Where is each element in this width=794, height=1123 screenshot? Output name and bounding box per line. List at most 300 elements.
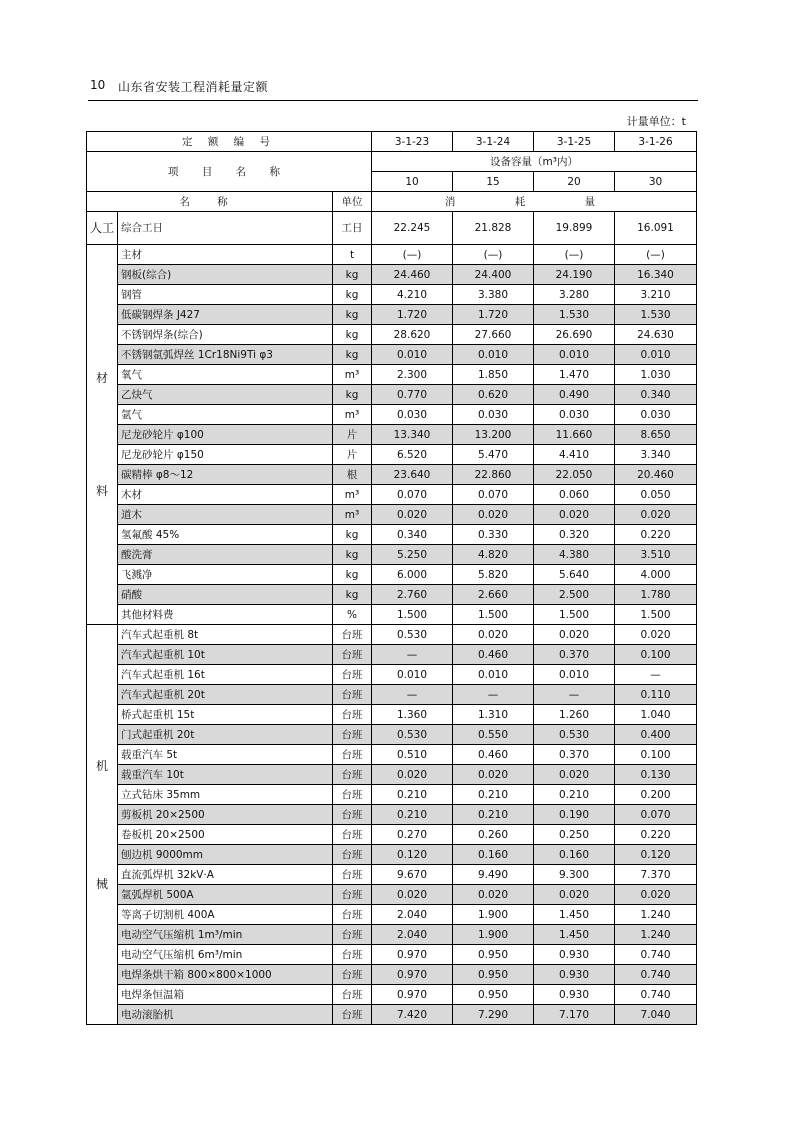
- consumption-value: 0.370: [534, 745, 615, 765]
- resource-name: 电动空气压缩机 1m³/min: [118, 925, 333, 945]
- resource-unit: 台班: [333, 665, 372, 685]
- resource-name: 载重汽车 10t: [118, 765, 333, 785]
- consumption-value: 5.640: [534, 565, 615, 585]
- consumption-value: 0.740: [615, 985, 697, 1005]
- resource-unit: kg: [333, 525, 372, 545]
- resource-unit: kg: [333, 305, 372, 325]
- consumption-value: 0.740: [615, 945, 697, 965]
- materials-row: [87, 525, 697, 545]
- resource-name: 飞溅净: [118, 565, 333, 585]
- consumption-value: 1.720: [372, 305, 453, 325]
- consumption-value: 0.950: [453, 965, 534, 985]
- consumption-value: 24.630: [615, 325, 697, 345]
- resource-unit: 台班: [333, 985, 372, 1005]
- consumption-value: 0.930: [534, 945, 615, 965]
- consumption-value: 7.040: [615, 1005, 697, 1025]
- materials-row: [87, 285, 697, 305]
- consumption-value: 0.020: [453, 505, 534, 525]
- quota-code-row: [87, 132, 697, 152]
- resource-unit: 台班: [333, 825, 372, 845]
- consumption-value: 1.780: [615, 585, 697, 605]
- consumption-value: 0.210: [453, 785, 534, 805]
- consumption-value: 0.270: [372, 825, 453, 845]
- consumption-value: 0.250: [534, 825, 615, 845]
- consumption-value: 0.970: [372, 965, 453, 985]
- consumption-value: 0.620: [453, 385, 534, 405]
- consumption-value: 0.020: [372, 765, 453, 785]
- consumption-value: 7.420: [372, 1005, 453, 1025]
- consumption-value: (—): [534, 245, 615, 265]
- consumption-value: 1.500: [453, 605, 534, 625]
- item-name-label: 项 目 名 称: [87, 152, 372, 192]
- resource-name: 不锈钢焊条(综合): [118, 325, 333, 345]
- machinery-row: [87, 1005, 697, 1025]
- materials-row: [87, 405, 697, 425]
- resource-unit: %: [333, 605, 372, 625]
- consumption-value: 9.300: [534, 865, 615, 885]
- materials-row: [87, 345, 697, 365]
- resource-name: 其他材料费: [118, 605, 333, 625]
- consumption-value: 26.690: [534, 325, 615, 345]
- materials-row: [87, 365, 697, 385]
- resource-name: 乙炔气: [118, 385, 333, 405]
- resource-name: 汽车式起重机 8t: [118, 625, 333, 645]
- materials-row: [87, 245, 697, 265]
- consumption-value: 0.340: [615, 385, 697, 405]
- consumption-value: 3.380: [453, 285, 534, 305]
- machinery-row: [87, 985, 697, 1005]
- consumption-value: 0.010: [534, 665, 615, 685]
- book-title: 山东省安装工程消耗量定额: [118, 80, 269, 94]
- consumption-value: 0.160: [453, 845, 534, 865]
- consumption-value: 2.760: [372, 585, 453, 605]
- consumption-value: —: [372, 645, 453, 665]
- consumption-value: 0.220: [615, 525, 697, 545]
- consumption-value: 5.820: [453, 565, 534, 585]
- consumption-value: 0.530: [372, 725, 453, 745]
- quota-code: 3-1-24: [453, 132, 534, 152]
- unit-column-header: 单位: [333, 192, 372, 212]
- resource-unit: 台班: [333, 885, 372, 905]
- resource-unit: 工日: [333, 212, 372, 245]
- resource-unit: 台班: [333, 805, 372, 825]
- machinery-row: [87, 885, 697, 905]
- consumption-value: 5.250: [372, 545, 453, 565]
- machinery-row: [87, 725, 697, 745]
- resource-name: 直流弧焊机 32kV·A: [118, 865, 333, 885]
- consumption-value: 1.260: [534, 705, 615, 725]
- consumption-value: —: [615, 665, 697, 685]
- resource-unit: 台班: [333, 685, 372, 705]
- category-char: 料: [95, 484, 108, 498]
- consumption-value: 9.670: [372, 865, 453, 885]
- materials-row: [87, 425, 697, 445]
- consumption-value: 0.020: [534, 765, 615, 785]
- resource-unit: kg: [333, 565, 372, 585]
- consumption-value: 0.210: [372, 785, 453, 805]
- resource-name: 木材: [118, 485, 333, 505]
- consumption-value: (—): [453, 245, 534, 265]
- materials-row: [87, 545, 697, 565]
- labor-row: [87, 212, 697, 245]
- resource-name: 等离子切割机 400A: [118, 905, 333, 925]
- consumption-value: 1.450: [534, 905, 615, 925]
- consumption-value: 0.330: [453, 525, 534, 545]
- machinery-row: [87, 845, 697, 865]
- resource-name: 电焊条恒温箱: [118, 985, 333, 1005]
- consumption-value: 0.530: [534, 725, 615, 745]
- resource-unit: m³: [333, 485, 372, 505]
- consumption-value: 0.210: [453, 805, 534, 825]
- consumption-value: 0.020: [534, 885, 615, 905]
- consumption-value: 0.100: [615, 745, 697, 765]
- consumption-value: 0.020: [453, 765, 534, 785]
- machinery-row: [87, 805, 697, 825]
- consumption-value: 0.020: [615, 885, 697, 905]
- resource-name: 钢板(综合): [118, 265, 333, 285]
- consumption-value: 1.720: [453, 305, 534, 325]
- consumption-value: 2.040: [372, 905, 453, 925]
- consumption-value: 0.930: [534, 985, 615, 1005]
- consumption-value: —: [372, 685, 453, 705]
- consumption-value: 11.660: [534, 425, 615, 445]
- consumption-value: 20.460: [615, 465, 697, 485]
- resource-name: 载重汽车 5t: [118, 745, 333, 765]
- consumption-header: 消 耗 量: [372, 192, 697, 212]
- consumption-value: 1.240: [615, 905, 697, 925]
- consumption-value: 3.510: [615, 545, 697, 565]
- consumption-value: 0.070: [453, 485, 534, 505]
- consumption-value: 22.245: [372, 212, 453, 245]
- resource-unit: kg: [333, 585, 372, 605]
- consumption-value: 0.530: [372, 625, 453, 645]
- consumption-value: 21.828: [453, 212, 534, 245]
- consumption-value: 0.020: [615, 505, 697, 525]
- resource-unit: kg: [333, 345, 372, 365]
- consumption-value: 16.340: [615, 265, 697, 285]
- capacity-value: 20: [534, 172, 615, 192]
- resource-unit: 台班: [333, 865, 372, 885]
- consumption-value: 4.410: [534, 445, 615, 465]
- quota-code: 3-1-25: [534, 132, 615, 152]
- resource-unit: 台班: [333, 925, 372, 945]
- consumption-value: 19.899: [534, 212, 615, 245]
- consumption-value: 0.020: [534, 625, 615, 645]
- consumption-value: 0.120: [615, 845, 697, 865]
- consumption-value: 0.200: [615, 785, 697, 805]
- consumption-value: 0.030: [453, 405, 534, 425]
- consumption-value: 0.460: [453, 645, 534, 665]
- consumption-value: 0.210: [372, 805, 453, 825]
- resource-name: 酸洗膏: [118, 545, 333, 565]
- consumption-value: 0.070: [615, 805, 697, 825]
- machinery-row: [87, 925, 697, 945]
- consumption-value: 3.340: [615, 445, 697, 465]
- resource-name: 硝酸: [118, 585, 333, 605]
- resource-name: 道木: [118, 505, 333, 525]
- resource-name: 剪板机 20×2500: [118, 805, 333, 825]
- consumption-value: 24.190: [534, 265, 615, 285]
- resource-unit: 台班: [333, 965, 372, 985]
- consumption-value: 9.490: [453, 865, 534, 885]
- consumption-value: 1.900: [453, 905, 534, 925]
- resource-name: 低碳钢焊条 J427: [118, 305, 333, 325]
- machinery-row: [87, 645, 697, 665]
- resource-unit: 台班: [333, 625, 372, 645]
- machinery-row: [87, 765, 697, 785]
- consumption-value: 0.970: [372, 945, 453, 965]
- consumption-value: 1.360: [372, 705, 453, 725]
- resource-unit: 台班: [333, 725, 372, 745]
- resource-name: 氢氟酸 45%: [118, 525, 333, 545]
- consumption-value: 6.520: [372, 445, 453, 465]
- consumption-value: 1.530: [615, 305, 697, 325]
- materials-row: [87, 505, 697, 525]
- consumption-value: 0.010: [372, 665, 453, 685]
- resource-name: 汽车式起重机 20t: [118, 685, 333, 705]
- name-column-header: 名 称: [87, 192, 333, 212]
- resource-name: 尼龙砂轮片 φ150: [118, 445, 333, 465]
- consumption-value: 0.020: [615, 625, 697, 645]
- resource-unit: kg: [333, 385, 372, 405]
- resource-unit: 台班: [333, 945, 372, 965]
- resource-name: 卷板机 20×2500: [118, 825, 333, 845]
- materials-row: [87, 465, 697, 485]
- consumption-value: 0.010: [453, 665, 534, 685]
- consumption-value: 2.660: [453, 585, 534, 605]
- consumption-value: 2.040: [372, 925, 453, 945]
- consumption-value: 1.500: [372, 605, 453, 625]
- resource-name: 桥式起重机 15t: [118, 705, 333, 725]
- consumption-value: 0.010: [534, 345, 615, 365]
- resource-unit: 台班: [333, 645, 372, 665]
- consumption-value: 13.200: [453, 425, 534, 445]
- machinery-row: [87, 625, 697, 645]
- machinery-row: [87, 665, 697, 685]
- consumption-value: 27.660: [453, 325, 534, 345]
- consumption-value: 4.380: [534, 545, 615, 565]
- consumption-value: 0.130: [615, 765, 697, 785]
- resource-name: 尼龙砂轮片 φ100: [118, 425, 333, 445]
- resource-name: 汽车式起重机 16t: [118, 665, 333, 685]
- machinery-row: [87, 965, 697, 985]
- consumption-value: 24.400: [453, 265, 534, 285]
- category-materials: [87, 245, 118, 625]
- consumption-value: 0.950: [453, 985, 534, 1005]
- resource-name: 汽车式起重机 10t: [118, 645, 333, 665]
- consumption-value: 0.160: [534, 845, 615, 865]
- consumption-value: 22.050: [534, 465, 615, 485]
- machinery-row: [87, 945, 697, 965]
- capacity-value: 15: [453, 172, 534, 192]
- category-char: 机: [95, 758, 108, 773]
- category-char: 材: [95, 371, 108, 385]
- resource-unit: 台班: [333, 905, 372, 925]
- consumption-value: 3.280: [534, 285, 615, 305]
- consumption-value: 1.040: [615, 705, 697, 725]
- consumption-value: 8.650: [615, 425, 697, 445]
- resource-name: 碳精棒 φ8～12: [118, 465, 333, 485]
- quota-code: 3-1-26: [615, 132, 697, 152]
- machinery-row: [87, 865, 697, 885]
- materials-row: [87, 565, 697, 585]
- consumption-value: 7.290: [453, 1005, 534, 1025]
- machinery-row: [87, 825, 697, 845]
- consumption-value: —: [453, 685, 534, 705]
- materials-row: [87, 485, 697, 505]
- category-machinery: [87, 625, 118, 1025]
- resource-name: 电动滚胎机: [118, 1005, 333, 1025]
- consumption-value: 0.030: [534, 405, 615, 425]
- capacity-value: 10: [372, 172, 453, 192]
- consumption-value: 0.010: [372, 345, 453, 365]
- resource-unit: 台班: [333, 745, 372, 765]
- consumption-value: 0.120: [372, 845, 453, 865]
- resource-unit: 台班: [333, 845, 372, 865]
- consumption-value: 0.030: [372, 405, 453, 425]
- machinery-row: [87, 705, 697, 725]
- machinery-row: [87, 785, 697, 805]
- consumption-value: 23.640: [372, 465, 453, 485]
- consumption-value: 16.091: [615, 212, 697, 245]
- machinery-row: [87, 905, 697, 925]
- resource-name: 立式钻床 35mm: [118, 785, 333, 805]
- consumption-value: 0.930: [534, 965, 615, 985]
- resource-name: 电焊条烘干箱 800×800×1000: [118, 965, 333, 985]
- consumption-value: 2.300: [372, 365, 453, 385]
- category-labor: 人工: [87, 212, 118, 245]
- machinery-row: [87, 745, 697, 765]
- consumption-value: 0.030: [615, 405, 697, 425]
- consumption-value: 0.460: [453, 745, 534, 765]
- consumption-value: 5.470: [453, 445, 534, 465]
- resource-name: 氩弧焊机 500A: [118, 885, 333, 905]
- resource-name: 氩气: [118, 405, 333, 425]
- consumption-value: 2.500: [534, 585, 615, 605]
- page-number: 10: [90, 78, 106, 92]
- resource-unit: 台班: [333, 1005, 372, 1025]
- consumption-value: 1.530: [534, 305, 615, 325]
- consumption-value: 0.210: [534, 785, 615, 805]
- consumption-value: 0.070: [372, 485, 453, 505]
- resource-name: 不锈钢氩弧焊丝 1Cr18Ni9Ti φ3: [118, 345, 333, 365]
- resource-unit: 片: [333, 425, 372, 445]
- resource-unit: m³: [333, 505, 372, 525]
- consumption-value: 1.240: [615, 925, 697, 945]
- consumption-value: 0.020: [372, 505, 453, 525]
- consumption-value: 22.860: [453, 465, 534, 485]
- materials-row: [87, 445, 697, 465]
- resource-name: 钢管: [118, 285, 333, 305]
- resource-name: 主材: [118, 245, 333, 265]
- consumption-value: 1.850: [453, 365, 534, 385]
- consumption-value: 0.770: [372, 385, 453, 405]
- consumption-value: 0.510: [372, 745, 453, 765]
- unit-note: 计量单位：t: [626, 115, 686, 128]
- resource-unit: 台班: [333, 705, 372, 725]
- consumption-value: 1.500: [534, 605, 615, 625]
- consumption-value: 0.010: [453, 345, 534, 365]
- consumption-value: 24.460: [372, 265, 453, 285]
- consumption-value: 0.740: [615, 965, 697, 985]
- consumption-value: (—): [615, 245, 697, 265]
- category-char: 械: [95, 876, 108, 891]
- capacity-value: 30: [615, 172, 697, 192]
- consumption-value: 13.340: [372, 425, 453, 445]
- consumption-value: 4.000: [615, 565, 697, 585]
- consumption-value: —: [534, 685, 615, 705]
- consumption-value: 1.030: [615, 365, 697, 385]
- consumption-value: 0.220: [615, 825, 697, 845]
- consumption-value: 1.310: [453, 705, 534, 725]
- resource-unit: 台班: [333, 785, 372, 805]
- resource-unit: m³: [333, 365, 372, 385]
- consumption-value: (—): [372, 245, 453, 265]
- consumption-value: 0.020: [372, 885, 453, 905]
- machinery-row: [87, 685, 697, 705]
- consumption-value: 0.370: [534, 645, 615, 665]
- consumption-value: 0.110: [615, 685, 697, 705]
- materials-row: [87, 325, 697, 345]
- consumption-value: 0.490: [534, 385, 615, 405]
- resource-unit: 片: [333, 445, 372, 465]
- resource-unit: kg: [333, 545, 372, 565]
- resource-unit: kg: [333, 285, 372, 305]
- quota-table: [86, 131, 697, 1025]
- materials-row: [87, 585, 697, 605]
- materials-row: [87, 605, 697, 625]
- consumption-value: 0.950: [453, 945, 534, 965]
- resource-unit: t: [333, 245, 372, 265]
- consumption-value: 0.010: [615, 345, 697, 365]
- resource-unit: kg: [333, 265, 372, 285]
- resource-unit: 台班: [333, 765, 372, 785]
- consumption-value: 0.320: [534, 525, 615, 545]
- quota-code-label: 定 额 编 号: [87, 132, 372, 152]
- resource-name: 电动空气压缩机 6m³/min: [118, 945, 333, 965]
- consumption-value: 0.100: [615, 645, 697, 665]
- consumption-value: 1.470: [534, 365, 615, 385]
- materials-row: [87, 385, 697, 405]
- capacity-label: 设备容量（m³内）: [372, 152, 697, 172]
- materials-row: [87, 265, 697, 285]
- consumption-value: 0.020: [453, 625, 534, 645]
- consumption-value: 7.370: [615, 865, 697, 885]
- consumption-value: 1.450: [534, 925, 615, 945]
- item-name-row: [87, 152, 697, 172]
- consumption-value: 4.210: [372, 285, 453, 305]
- resource-name: 门式起重机 20t: [118, 725, 333, 745]
- consumption-value: 28.620: [372, 325, 453, 345]
- quota-code: 3-1-23: [372, 132, 453, 152]
- consumption-value: 0.020: [534, 505, 615, 525]
- consumption-value: 0.190: [534, 805, 615, 825]
- consumption-value: 0.340: [372, 525, 453, 545]
- consumption-value: 0.020: [453, 885, 534, 905]
- consumption-value: 0.050: [615, 485, 697, 505]
- resource-name: 综合工日: [118, 212, 333, 245]
- consumption-value: 1.900: [453, 925, 534, 945]
- consumption-value: 4.820: [453, 545, 534, 565]
- column-header-row: [87, 192, 697, 212]
- consumption-value: 7.170: [534, 1005, 615, 1025]
- consumption-value: 0.970: [372, 985, 453, 1005]
- consumption-value: 3.210: [615, 285, 697, 305]
- resource-unit: 根: [333, 465, 372, 485]
- resource-name: 刨边机 9000mm: [118, 845, 333, 865]
- materials-row: [87, 305, 697, 325]
- consumption-value: 0.060: [534, 485, 615, 505]
